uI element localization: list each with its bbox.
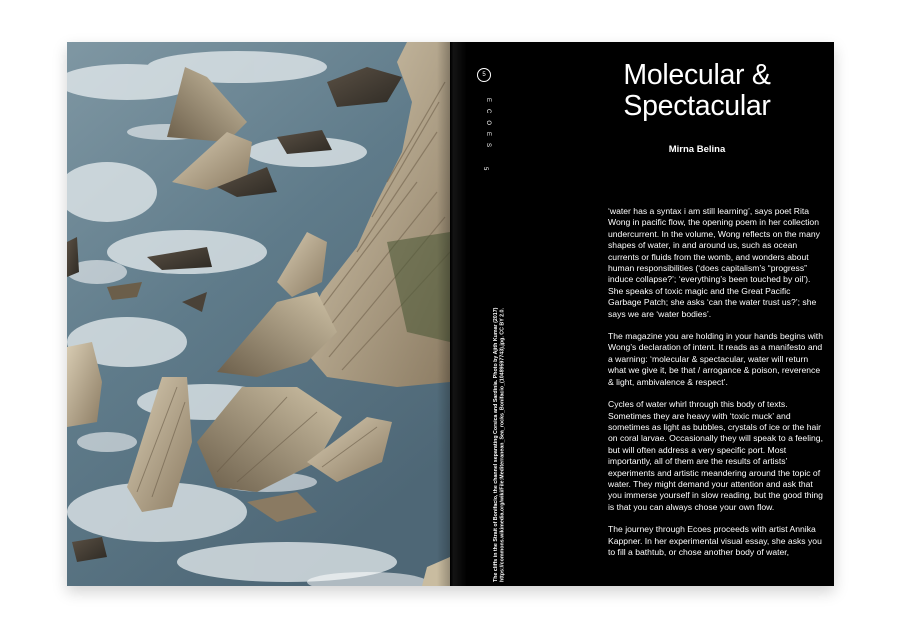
article-author: Mirna Belina <box>668 144 726 155</box>
body-paragraph: ‘water has a syntax i am still learning’, says poet Rita Wong in pacific flow, the opening poem in her collection undercurrent. In the volume, Wong reflects on the many shapes of water, in and around us, such as ocean currents or fluids from the womb, and wonders about human responsibilities (‘does capitalism’s “progress” induce collapse?’; ‘everything’s been touched by oil’). She speaks of toxic magic and the Great Pacific Garbage Patch; she asks ‘can the water trust us?’; she says we are ‘water bodies’. <box>608 206 820 319</box>
body-paragraph: The magazine you are holding in your hands begins with Wong’s declaration of intent. It reads as a manifesto and a warning: ‘molecular & spectacular, water will return what we give it, be that / arrogance & poison, reverence & light, ambivalence & respect’. <box>608 331 823 387</box>
magazine-spread <box>67 42 834 586</box>
issue-number-small: 5 <box>482 167 488 171</box>
rocky-coast-photo <box>67 42 450 586</box>
magazine-name-vertical: ECOES <box>485 98 491 155</box>
photo-caption: The cliffs in the Strait of Bonifacio, the channel separating Corsica and Sardinia. Photo by Ajith Kumar (2017) https://commons.wikimedia.org/wiki/File:Mediterranean_Sea_rocks_Bonifacio_(10489597743).jpg. CC BY 2.0. <box>493 307 506 582</box>
right-page-text <box>450 42 834 586</box>
body-paragraph: Cycles of water whirl through this body of texts. Sometimes they are heavy with ‘toxic muck’ and sometimes as light as bubbles, crystals of ice or the hair on coral larvae. Occasionally they will speak to a feeling, but will often address a very specific port. Most importantly, all of them are the results of artists’ experiments and artistic meandering around the topic of water. They might demand your attention and ask that you immerse yourself in slow reading, but the good thing is that you can always chose your own flow. <box>608 399 823 512</box>
left-page-photo <box>67 42 450 586</box>
article-body <box>608 206 826 584</box>
article-title: Molecular & Spectacular <box>623 59 771 122</box>
issue-number-badge: 5 <box>477 68 491 82</box>
body-paragraph: The journey through Ecoes proceeds with artist Annika Kappner. In her experimental visual essay, she asks you to fill a bathtub, or chose another body of water, <box>608 524 822 557</box>
